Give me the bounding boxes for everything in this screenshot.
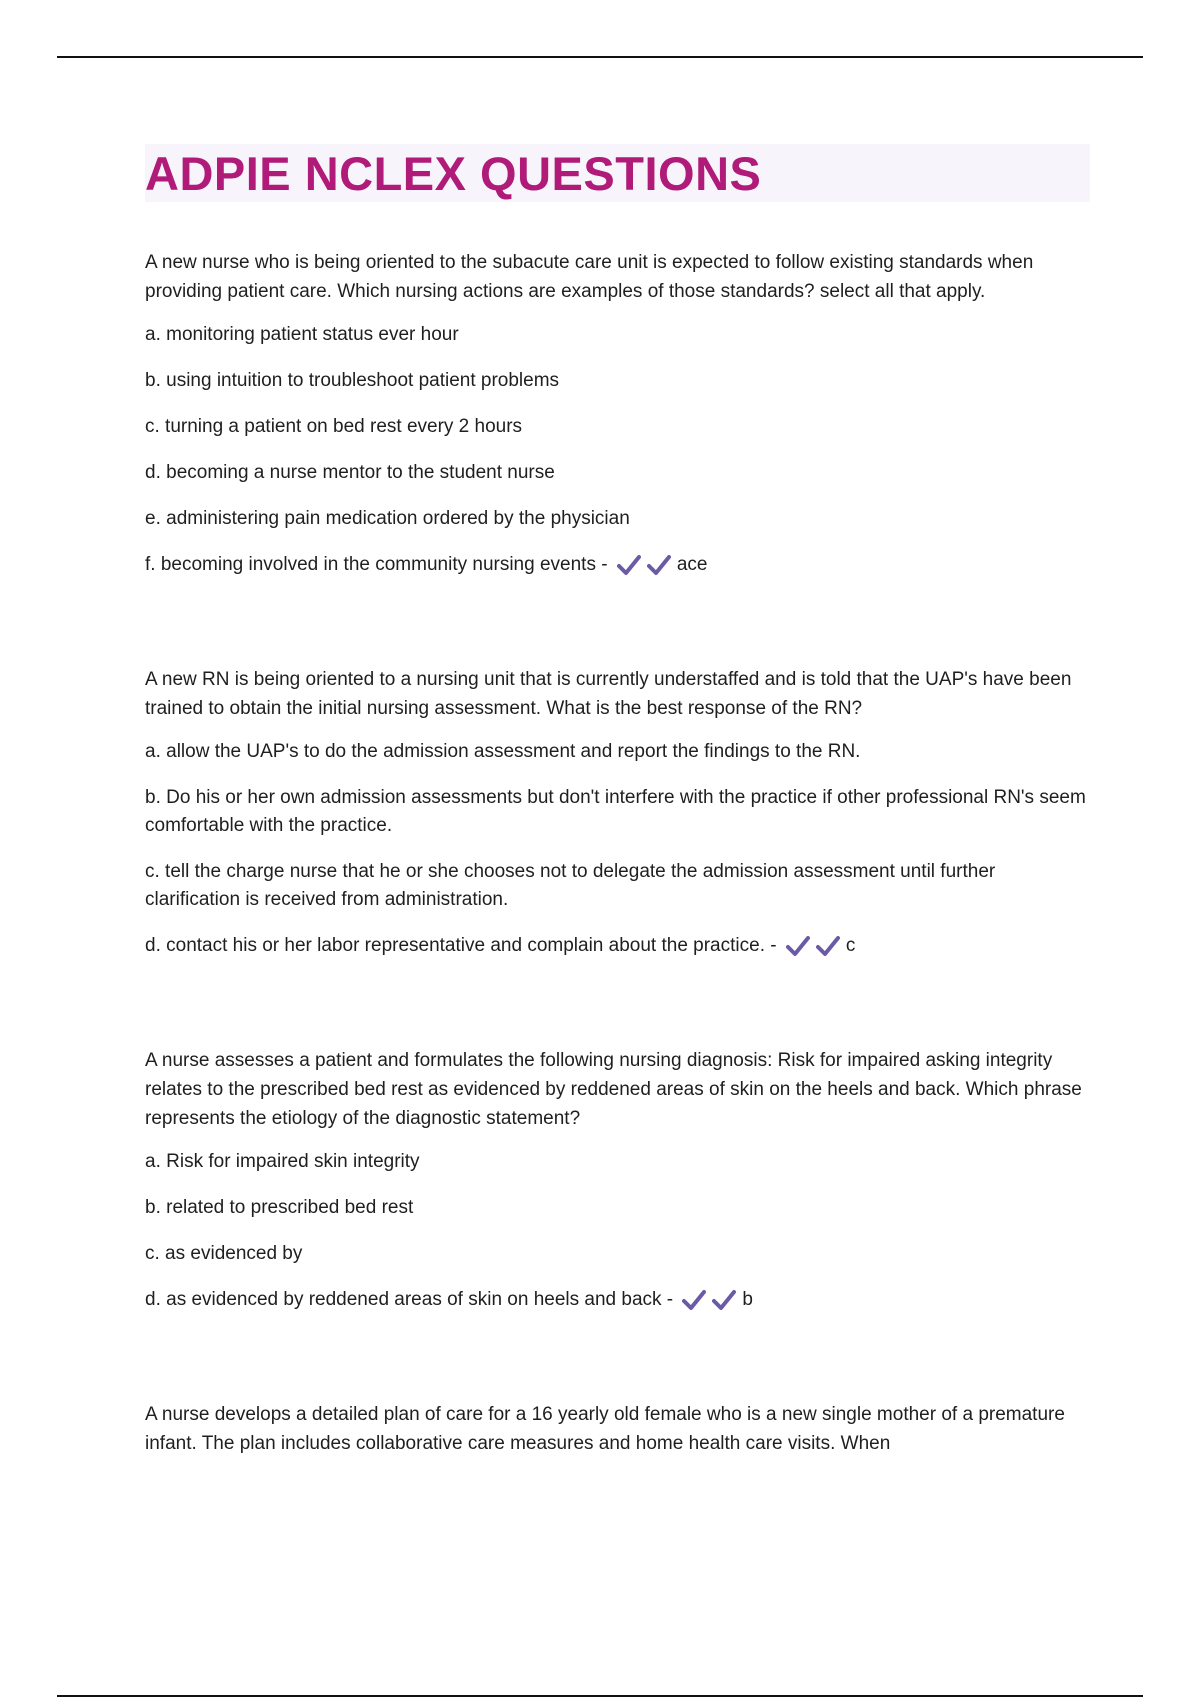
answer-option: c. as evidenced by bbox=[145, 1243, 303, 1265]
checkmark-icon bbox=[617, 554, 641, 576]
question-block bbox=[145, 665, 1090, 960]
question-block bbox=[145, 1400, 1090, 1458]
answer-option-text: d. contact his or her labor representative and complain about the practice. - bbox=[145, 935, 777, 957]
answer-option-last bbox=[145, 551, 1090, 579]
answer-value: ace bbox=[676, 554, 708, 575]
checkmark-icon bbox=[816, 935, 840, 957]
checkmark-icon bbox=[647, 554, 671, 576]
page-title: ADPIE NCLEX QUESTIONS bbox=[145, 146, 762, 200]
answer-option-text: d. as evidenced by reddened areas of skin on heels and back - bbox=[145, 1289, 674, 1311]
question-stem: A nurse assesses a patient and formulates the following nursing diagnosis: Risk for impaired asking integrity relates to the prescribed bed rest as evidenced by reddened areas of skin on the heels and back. Which phrase represents the etiology of the diagnostic statement? bbox=[145, 1050, 1082, 1130]
question-block bbox=[145, 248, 1090, 579]
title-band bbox=[145, 144, 1090, 202]
answer-key bbox=[617, 551, 708, 579]
answer-key bbox=[786, 932, 856, 960]
checkmark-icon bbox=[682, 1289, 706, 1311]
answer-option: a. allow the UAP's to do the admission assessment and report the findings to the RN. bbox=[145, 741, 861, 763]
answer-option: e. administering pain medication ordered by the physician bbox=[145, 508, 630, 529]
answer-option: c. turning a patient on bed rest every 2 hours bbox=[145, 416, 523, 437]
checkmark-icon bbox=[786, 935, 810, 957]
question-block bbox=[145, 1046, 1090, 1314]
footer-rule bbox=[57, 1695, 1143, 1697]
question-stem: A nurse develops a detailed plan of care for a 16 yearly old female who is a new single mother of a premature infant. The plan includes collaborative care measures and home health care visits. When bbox=[145, 1404, 1065, 1455]
answer-value: b bbox=[742, 1289, 753, 1311]
answer-option: c. tell the charge nurse that he or she chooses not to delegate the admission assessment until further clarification is received from administration. bbox=[145, 861, 996, 911]
answer-option-text: f. becoming involved in the community nursing events - bbox=[145, 554, 608, 576]
question-stem: A new RN is being oriented to a nursing unit that is currently understaffed and is told that the UAP's have been trained to obtain the initial nursing assessment. What is the best response of the RN? bbox=[145, 669, 1072, 720]
answer-option-last bbox=[145, 1286, 1090, 1314]
answer-option: b. related to prescribed bed rest bbox=[145, 1197, 414, 1219]
answer-option: a. Risk for impaired skin integrity bbox=[145, 1151, 420, 1173]
answer-value: c bbox=[845, 935, 856, 957]
answer-option: b. Do his or her own admission assessments but don't interfere with the practice if other professional RN's seem comfortable with the practice. bbox=[145, 787, 1086, 837]
answer-option: a. monitoring patient status ever hour bbox=[145, 324, 459, 345]
answer-key bbox=[682, 1286, 753, 1314]
document-body bbox=[145, 144, 1090, 1473]
question-stem: A new nurse who is being oriented to the subacute care unit is expected to follow existing standards when providing patient care. Which nursing actions are examples of those standards? select all that apply. bbox=[145, 252, 1034, 302]
answer-option-last bbox=[145, 932, 1090, 960]
checkmark-icon bbox=[712, 1289, 736, 1311]
header-rule bbox=[57, 56, 1143, 58]
answer-option: d. becoming a nurse mentor to the student nurse bbox=[145, 462, 555, 483]
answer-option: b. using intuition to troubleshoot patient problems bbox=[145, 370, 560, 391]
